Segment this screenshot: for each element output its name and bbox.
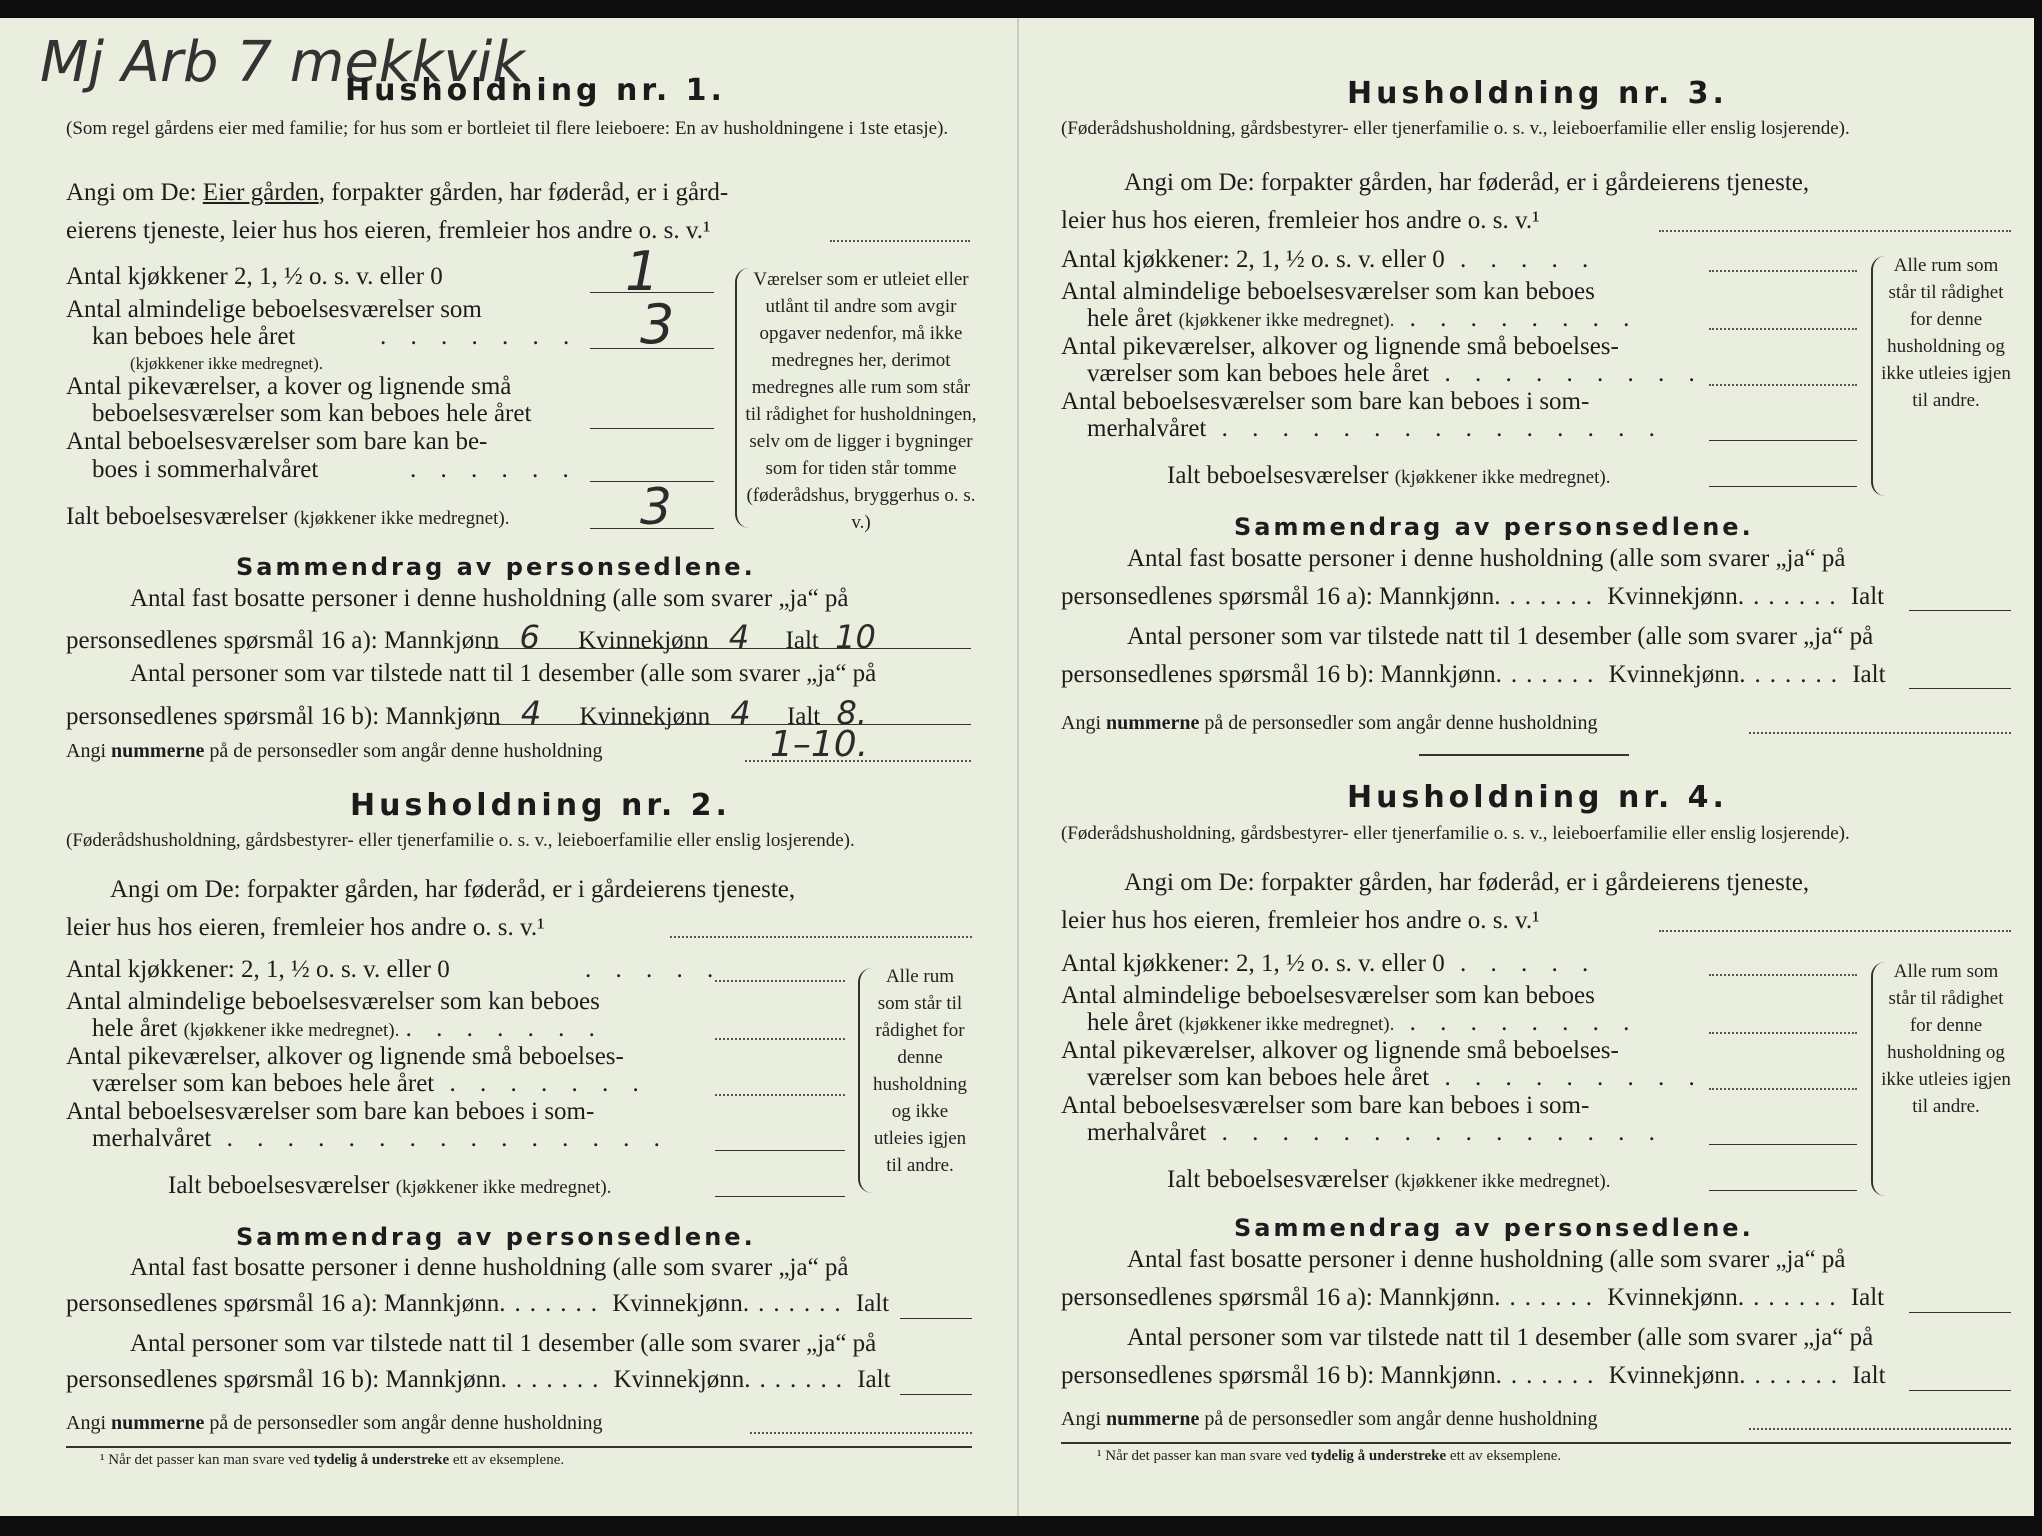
h4-fast-text-1: Antal fast bosatte personer i denne husholdning (alle som svarer „ja“ på xyxy=(1127,1246,1846,1273)
h3-til-ialt-line xyxy=(1909,688,2011,689)
h3-end-rule xyxy=(1419,754,1629,756)
h1-alm-value: 3 xyxy=(640,293,675,356)
h3-pike-label-2: værelser som kan beboes hele året . . . . . . . . . xyxy=(1087,360,1704,387)
h4-sommer-line xyxy=(1709,1144,1857,1145)
household-4-angi-2: leier hus hos eieren, fremleier hos andre o. s. v.¹ xyxy=(1061,907,1540,934)
h2-angi-line xyxy=(670,936,972,938)
h1-alm-dots: . . . . . . . xyxy=(380,323,579,350)
h3-fast-row: personsedlenes spørsmål 16 a): Mannkjønn....... Kvinnekjønn....... Ialt xyxy=(1061,583,1885,610)
h3-summary-title: Sammendrag av personsedlene. xyxy=(1234,513,1754,541)
h1-til-text-1: Antal personer som var tilstede natt til 1 desember (alle som svarer „ja“ på xyxy=(130,660,877,687)
household-4-note: (Føderådshusholdning, gårdsbestyrer- eller tjenerfamilie o. s. v., leieboerfamilie eller enslig losjerende). xyxy=(1061,823,1850,844)
h1-til-row: personsedlenes spørsmål 16 b): Mannkjønn 4 Kvinnekjønn 4 Ialt 8. xyxy=(66,694,868,732)
h3-kjokkener-line xyxy=(1709,270,1857,272)
h2-fast-text-1: Antal fast bosatte personer i denne husholdning (alle som svarer „ja“ på xyxy=(130,1254,849,1281)
h1-fast-text-1: Antal fast bosatte personer i denne husholdning (alle som svarer „ja“ på xyxy=(130,585,849,612)
h1-til-ialt: 8. xyxy=(836,694,868,732)
left-page xyxy=(0,18,1017,1516)
h1-til-mann: 4 xyxy=(520,694,542,732)
left-footnote-rule xyxy=(66,1446,972,1448)
h3-nummer-row: Angi nummerne på de personsedler som angår denne husholdning xyxy=(1061,712,1598,734)
h3-pike-line xyxy=(1709,384,1857,386)
h4-til-text-1: Antal personer som var tilstede natt til 1 desember (alle som svarer „ja“ på xyxy=(1127,1324,1874,1351)
h1-sommer-label-2: boes i sommerhalvåret xyxy=(92,456,319,483)
h1-fast-ialt: 10 xyxy=(835,618,876,656)
household-4-angi-1: Angi om De: forpakter gården, har føderåd, er i gårdeierens tjeneste, xyxy=(1124,869,1810,896)
h2-sommer-label-1: Antal beboelsesværelser som bare kan beboes i som- xyxy=(66,1098,595,1125)
h3-angi-line xyxy=(1659,230,2011,232)
h4-kjokkener-line xyxy=(1709,974,1857,976)
h2-pike-line xyxy=(715,1094,845,1096)
h1-ialt-label: Ialt beboelsesværelser (kjøkkener ikke medregnet). xyxy=(66,503,510,530)
h4-pike-label-1: Antal pikeværelser, alkover og lignende små beboelses- xyxy=(1061,1037,1619,1064)
household-2-title: Husholdning nr. 2. xyxy=(350,788,731,823)
h4-pike-label-2: værelser som kan beboes hele året . . . . . . . . . xyxy=(1087,1064,1704,1091)
h1-sommer-label-1: Antal beboelsesværelser som bare kan be- xyxy=(66,428,488,455)
h1-alm-note: (kjøkkener ikke medregnet). xyxy=(130,354,324,373)
census-form-sheet xyxy=(0,18,2034,1516)
h4-kjokkener-label: Antal kjøkkener: 2, 1, ½ o. s. v. eller 0 . . . . . xyxy=(1061,950,1598,977)
h2-fast-row: personsedlenes spørsmål 16 a): Mannkjønn....... Kvinnekjønn....... Ialt xyxy=(66,1290,890,1317)
household-1-title: Husholdning nr. 1. xyxy=(345,73,726,108)
h4-ialt-label: Ialt beboelsesværelser (kjøkkener ikke medregnet). xyxy=(1167,1166,1611,1193)
h2-sommer-label-2: merhalvåret . . . . . . . . . . . . . . . xyxy=(92,1125,669,1152)
h1-nummer-row: Angi nummerne på de personsedler som angår denne husholdning xyxy=(66,740,603,762)
angi-answer-line xyxy=(830,240,970,242)
h1-sommer-dots: . . . . . . xyxy=(410,456,578,483)
h3-alm-line xyxy=(1709,328,1857,330)
h3-ialt-line xyxy=(1709,486,1857,487)
h2-kjokkener-label: Antal kjøkkener: 2, 1, ½ o. s. v. eller 0 xyxy=(66,956,450,983)
h2-side-note: Alle rum som står til rådighet for denne husholdning og ikke utleies igjen til andre. xyxy=(873,966,967,1176)
h1-fast-row: personsedlenes spørsmål 16 a): Mannkjønn 6 Kvinnekjønn 4 Ialt 10 xyxy=(66,618,876,656)
h1-til-line xyxy=(485,724,971,725)
h2-til-ialt-line xyxy=(900,1394,972,1395)
h3-fast-text-1: Antal fast bosatte personer i denne husholdning (alle som svarer „ja“ på xyxy=(1127,545,1846,572)
h4-ialt-line xyxy=(1709,1190,1857,1191)
h3-sommer-line xyxy=(1709,440,1857,441)
h3-pike-label-1: Antal pikeværelser, alkover og lignende små beboelses- xyxy=(1061,333,1619,360)
h1-til-kvinne: 4 xyxy=(730,694,751,732)
h3-fast-ialt-line xyxy=(1909,610,2011,611)
h4-til-ialt-line xyxy=(1909,1390,2011,1391)
h1-nummer-value: 1–10. xyxy=(770,724,869,765)
right-footnote: ¹ Når det passer kan man svare ved tydelig å understreke ett av eksemplene. xyxy=(1097,1448,1562,1464)
h1-pike-label-1: Antal pikeværelser, a kover og lignende små xyxy=(66,373,512,400)
household-2-note: (Føderådshusholdning, gårdsbestyrer- eller tjenerfamilie o. s. v., leieboerfamilie eller enslig losjerende). xyxy=(66,830,855,851)
h1-fast-line xyxy=(485,648,971,649)
h4-sommer-label-2: merhalvåret . . . . . . . . . . . . . . . xyxy=(1087,1119,1664,1146)
h2-nummer-line xyxy=(750,1432,972,1434)
h1-pike-line xyxy=(590,428,714,429)
h4-fast-row: personsedlenes spørsmål 16 a): Mannkjønn....... Kvinnekjønn....... Ialt xyxy=(1061,1284,1885,1311)
household-3-angi-2: leier hus hos eieren, fremleier hos andre o. s. v.¹ xyxy=(1061,207,1540,234)
h2-alm-label-2: hele året (kjøkkener ikke medregnet). . . . . . . . xyxy=(92,1015,604,1042)
h2-kjokkener-dots: . . . . . xyxy=(585,956,723,983)
right-page xyxy=(1017,18,2034,1516)
h2-fast-ialt-line xyxy=(900,1318,972,1319)
h1-kjokkener-label: Antal kjøkkener 2, 1, ½ o. s. v. eller 0 xyxy=(66,263,443,290)
household-2-angi-2: leier hus hos eieren, fremleier hos andre o. s. v.¹ xyxy=(66,914,545,941)
h4-fast-ialt-line xyxy=(1909,1312,2011,1313)
household-2-angi-1: Angi om De: forpakter gården, har føderåd, er i gårdeierens tjeneste, xyxy=(110,876,796,903)
h1-fast-kvinne: 4 xyxy=(728,618,750,656)
h4-pike-line xyxy=(1709,1088,1857,1090)
h1-ialt-value: 3 xyxy=(640,478,672,536)
household-3-note: (Føderådshusholdning, gårdsbestyrer- eller tjenerfamilie o. s. v., leieboerfamilie eller enslig losjerende). xyxy=(1061,118,1850,139)
h2-til-text-1: Antal personer som var tilstede natt til 1 desember (alle som svarer „ja“ på xyxy=(130,1330,877,1357)
h2-ialt-label: Ialt beboelsesværelser (kjøkkener ikke medregnet). xyxy=(168,1172,612,1199)
h1-alm-label-2: kan beboes hele året xyxy=(92,323,296,350)
h3-kjokkener-label: Antal kjøkkener: 2, 1, ½ o. s. v. eller 0 . . . . . xyxy=(1061,246,1598,273)
angi-answer-eier: Eier gården xyxy=(202,179,319,206)
h1-kjokkener-value: 1 xyxy=(625,240,660,303)
h4-alm-label-1: Antal almindelige beboelsesværelser som kan beboes xyxy=(1061,982,1595,1009)
h4-side-note: Alle rum som står til rådighet for denne husholdning og ikke utleies igjen til andre. xyxy=(1881,961,2011,1117)
h4-alm-line xyxy=(1709,1032,1857,1034)
h4-angi-line xyxy=(1659,930,2011,932)
household-4-title: Husholdning nr. 4. xyxy=(1347,780,1728,815)
h4-til-row: personsedlenes spørsmål 16 b): Mannkjønn....... Kvinnekjønn....... Ialt xyxy=(1061,1362,1886,1389)
h1-side-note: Værelser som er utleiet eller utlånt til andre som avgir opgaver nedenfor, må ikke medregnes her, derimot medregnes alle rum som står til rådighet for husholdningen, selv om de ligger i bygninger som for tiden står tomme (føderådshus, bryggerhus o. s. v.) xyxy=(745,269,977,533)
h2-til-row: personsedlenes spørsmål 16 b): Mannkjønn....... Kvinnekjønn....... Ialt xyxy=(66,1366,891,1393)
h2-pike-label-2: værelser som kan beboes hele året . . . . . . . xyxy=(92,1070,648,1097)
h2-sommer-line xyxy=(715,1150,845,1151)
h1-fast-mann: 6 xyxy=(519,618,540,656)
household-1-angi-line2: eierens tjeneste, leier hus hos eieren, fremleier hos andre o. s. v.¹ xyxy=(66,217,711,244)
household-1-angi: Angi om De: Eier gården, forpakter gården, har føderåd, er i gård- xyxy=(66,179,729,206)
h3-alm-label-1: Antal almindelige beboelsesværelser som kan beboes xyxy=(1061,278,1595,305)
h1-summary-title: Sammendrag av personsedlene. xyxy=(236,553,756,581)
h4-summary-title: Sammendrag av personsedlene. xyxy=(1234,1214,1754,1242)
h3-sommer-label-1: Antal beboelsesværelser som bare kan beboes i som- xyxy=(1061,388,1590,415)
h2-kjokkener-line xyxy=(715,980,845,982)
h3-nummer-line xyxy=(1749,732,2011,734)
right-footnote-rule xyxy=(1061,1442,2011,1444)
h4-sommer-label-1: Antal beboelsesværelser som bare kan beboes i som- xyxy=(1061,1092,1590,1119)
h1-pike-label-2: beboelsesværelser som kan beboes hele året xyxy=(92,400,532,427)
h2-alm-label-1: Antal almindelige beboelsesværelser som kan beboes xyxy=(66,988,600,1015)
household-1-note: (Som regel gårdens eier med familie; for hus som er bortleiet til flere leieboere: En av husholdningene i 1ste etasje). xyxy=(66,118,949,139)
h3-ialt-label: Ialt beboelsesværelser (kjøkkener ikke medregnet). xyxy=(1167,462,1611,489)
h2-pike-label-1: Antal pikeværelser, alkover og lignende små beboelses- xyxy=(66,1043,624,1070)
left-footnote: ¹ Når det passer kan man svare ved tydelig å understreke ett av eksemplene. xyxy=(100,1452,565,1468)
h2-alm-line xyxy=(715,1038,845,1040)
h2-summary-title: Sammendrag av personsedlene. xyxy=(236,1223,756,1251)
h3-alm-label-2: hele året (kjøkkener ikke medregnet). . . . . . . . . xyxy=(1087,305,1639,332)
h4-alm-label-2: hele året (kjøkkener ikke medregnet). . . . . . . . . xyxy=(1087,1009,1639,1036)
h4-nummer-row: Angi nummerne på de personsedler som angår denne husholdning xyxy=(1061,1408,1598,1430)
handwritten-header: Mj Arb 7 mekkvik xyxy=(40,30,525,95)
h4-nummer-line xyxy=(1749,1428,2011,1430)
household-3-angi-1: Angi om De: forpakter gården, har føderåd, er i gårdeierens tjeneste, xyxy=(1124,169,1810,196)
h2-nummer-row: Angi nummerne på de personsedler som angår denne husholdning xyxy=(66,1412,603,1434)
h3-side-note: Alle rum som står til rådighet for denne husholdning og ikke utleies igjen til andre. xyxy=(1881,255,2011,411)
h1-alm-label-1: Antal almindelige beboelsesværelser som xyxy=(66,296,482,323)
h3-sommer-label-2: merhalvåret . . . . . . . . . . . . . . . xyxy=(1087,415,1664,442)
household-3-title: Husholdning nr. 3. xyxy=(1347,76,1728,111)
h3-til-text-1: Antal personer som var tilstede natt til 1 desember (alle som svarer „ja“ på xyxy=(1127,623,1874,650)
h3-til-row: personsedlenes spørsmål 16 b): Mannkjønn....... Kvinnekjønn....... Ialt xyxy=(1061,661,1886,688)
h2-ialt-line xyxy=(715,1196,845,1197)
